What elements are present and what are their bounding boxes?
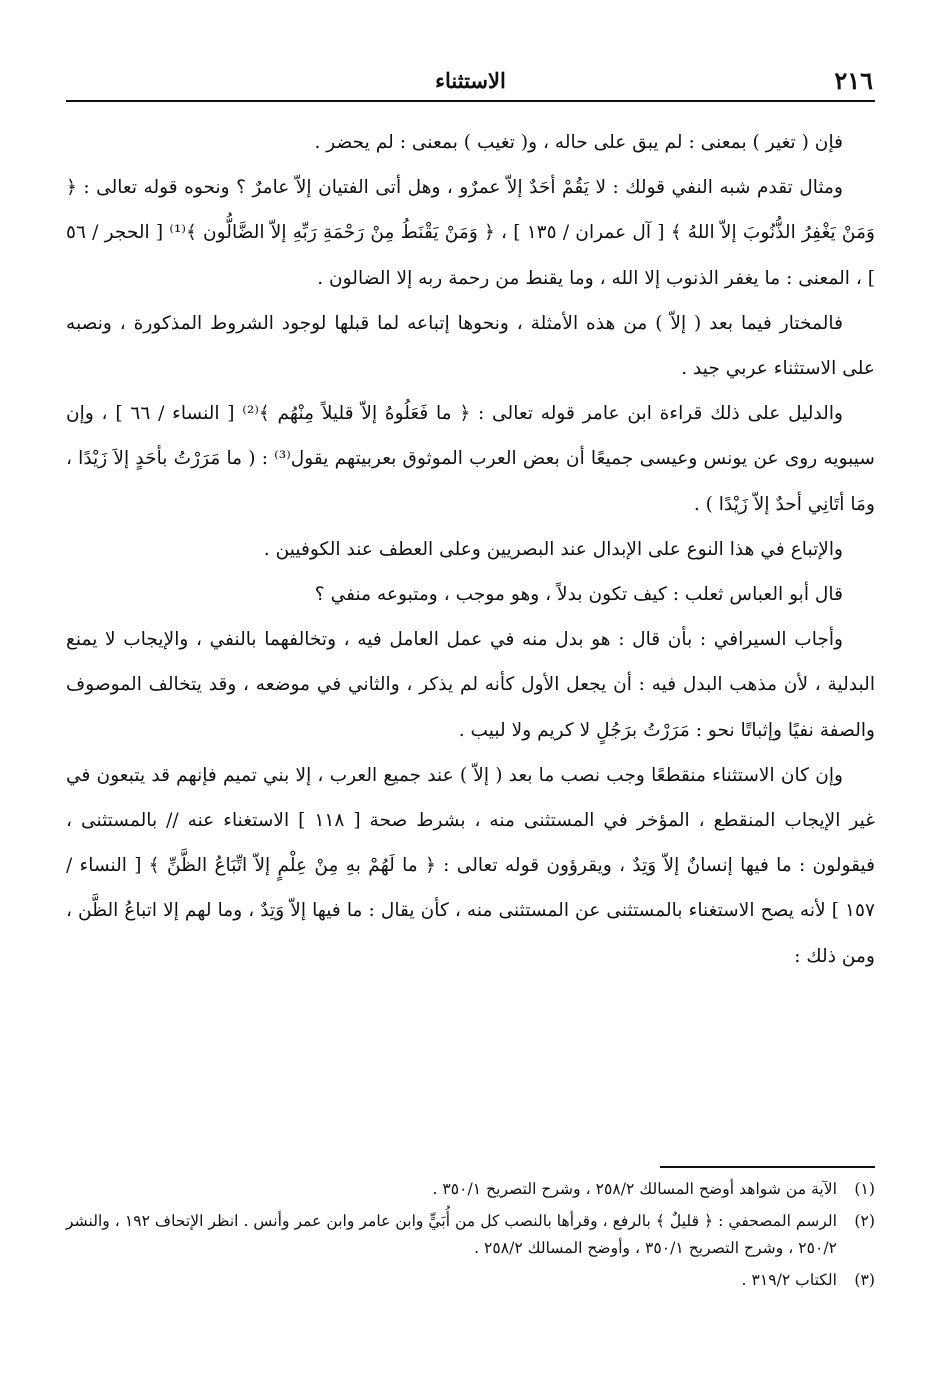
main-text bbox=[66, 120, 875, 979]
footnote bbox=[66, 1176, 875, 1204]
paragraph: والإتباع في هذا النوع على الإبدال عند البصريين وعلى العطف عند الكوفيين . bbox=[263, 538, 843, 560]
footnote-divider bbox=[660, 1166, 875, 1168]
footnote-text: الرسم المصحفي : ﴿ قليلٌ ﴾ بالرفع ، وقرأها بالنصب كل من أُبَيٍّ وابن عامر وابن عمر وأنس . انظر الإتحاف ١٩٢ ، والنشر ٢٥٠/٢ ، وشرح التصريح ٣٥٠/١ ، وأوضح المسالك ٢٥٨/٢ . bbox=[66, 1211, 837, 1257]
footnote-number: (٣) bbox=[854, 1270, 875, 1289]
paragraph: فالمختار فيما بعد ( إلاّ ) من هذه الأمثلة ، ونحوها إتباعه لما قبلها لوجود الشروط المذكورة ، ونصبه على الاستثناء عربي جيد . bbox=[66, 312, 875, 380]
paragraph: وأجاب السيرافي : بأن قال : هو بدل منه في عمل العامل فيه ، وتخالفهما بالنفي ، والإيجاب لا يمنع البدلية ، لأن مذهب البدل فيه : أن يجعل الأول كأنه لم يذكر ، والثاني في موضعه ، وقد يتخالف الموصوف والصفة نفيًا وإثباتًا نحو : مَرَرْتُ برَجُلٍ لا كريم ولا لبيب . bbox=[66, 629, 875, 741]
footnote-number: (١) bbox=[854, 1180, 875, 1198]
page-number: ٢١٦ bbox=[834, 66, 873, 95]
footnote-text: الكتاب ٣١٩/٢ . bbox=[741, 1270, 837, 1289]
paragraph: قال أبو العباس ثعلب : كيف تكون بدلاً ، وهو موجب ، ومتبوعه منفي ؟ bbox=[314, 584, 843, 606]
page-header bbox=[66, 64, 875, 102]
paragraph: فإن ( تغير ) بمعنى : لم يبق على حاله ، و( تغيب ) بمعنى : لم يحضر . bbox=[314, 132, 843, 153]
footnotes bbox=[66, 1176, 875, 1298]
footnote bbox=[66, 1208, 875, 1263]
footnote-number: (٢) bbox=[854, 1211, 875, 1230]
paragraph: والدليل على ذلك قراءة ابن عامر قوله تعالى : ﴿ ما فَعَلُوهُ إلاّ قليلاً مِنْهُم ﴾⁽²⁾ [ النساء / ٦٦ ] ، وإن سيبويه روى عن يونس وعيسى جميعًا أن بعض العرب الموثوق بعربيتهم يقول⁽³⁾ : ( ما مَرَرْتُ بأحَدٍ إلاَ زَيْدًا ، ومَا أتَانِي أحدٌ إلاّ زَيْدًا ) . bbox=[66, 403, 875, 515]
paragraph: وإن كان الاستثناء منقطعًا وجب نصب ما بعد ( إلاّ ) عند جميع العرب ، إلا بني تميم فإنهم قد يتبعون في غير الإيجاب المنقطع ، المؤخر في المستثنى منه ، بشرط صحة [ ١١٨ ] الاستغناء عنه // بالمستثنى ، فيقولون : ما فيها إنسانٌ إلاّ وَتِدٌ ، ويقرؤون قوله تعالى : ﴿ ما لَهُمْ بهِ مِنْ عِلْمٍ إلاّ اتِّبَاعُ الظَّنِّ ﴾ [ النساء / ١٥٧ ] لأنه يصح الاستغناء بالمستثنى عن المستثنى منه ، كأن يقال : ما فيها إلاّ وَتِدٌ ، وما لهم إلا اتباعُ الظَّن ، ومن ذلك : bbox=[66, 764, 876, 967]
footnote-text: الآية من شواهد أوضح المسالك ٢٥٨/٢ ، وشرح التصريح ٣٥٠/١ . bbox=[432, 1180, 837, 1198]
paragraph: ومثال تقدم شبه النفي قولك : لا يَقُمْ أحَدٌ إلاّ عمرٌو ، وهل أتى الفتيان إلاّ عامرٌ ؟ ونحوه قوله تعالى : ﴿ وَمَنْ يَغْفِرُ الذُّنُوبَ إلاّ اللهُ ﴾ [ آل عمران / ١٣٥ ] ، ﴿ وَمَنْ يَقْنَطُ مِنْ رَحْمَةِ رَبِّهِ إلاّ الضَّالُّون ﴾⁽¹⁾ [ الحجر / ٥٦ ] ، المعنى : ما يغفر الذنوب إلا الله ، وما يقنط من رحمة ربه إلا الضالون . bbox=[66, 177, 876, 289]
footnote bbox=[66, 1267, 875, 1295]
running-title: الاستثناء bbox=[435, 68, 506, 93]
